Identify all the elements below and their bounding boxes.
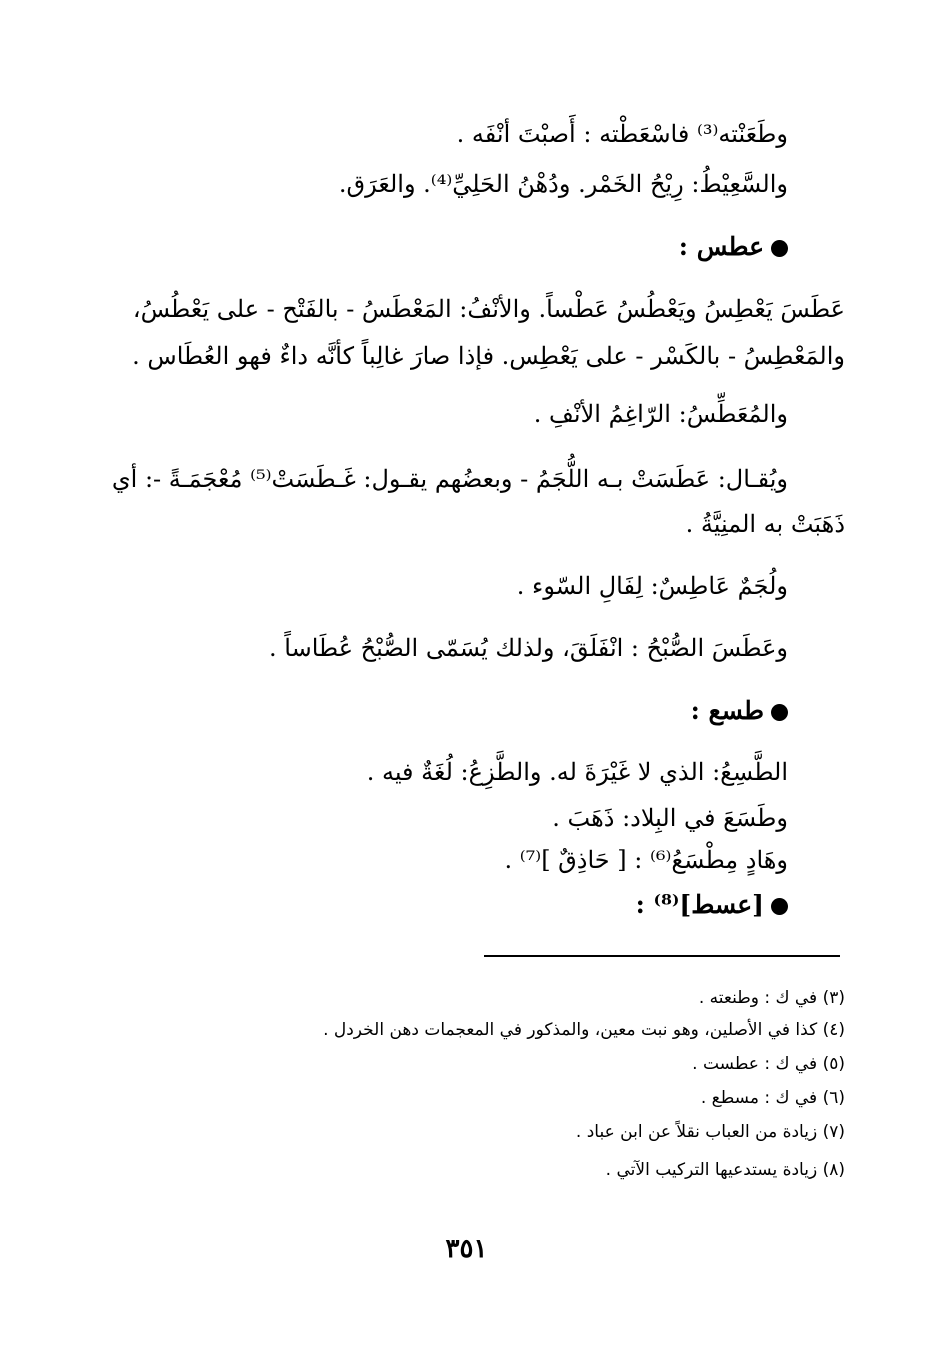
footnote-divider	[484, 955, 840, 957]
entry-line: ولُجَمٌ عَاطِسٌ: لِفَالِ السّوء .	[516, 572, 788, 600]
entry-line: والمُعَطِّسُ: الرّاغِمُ الأنْفِ .	[533, 400, 788, 428]
footnote: (٤) كذا في الأصلين، وهو نبت معين، والمذكور في المعجمات دهن الخردل .	[323, 1020, 845, 1040]
entry-line: الطَّسِعُ: الذي لا غَيْرَةَ له. والطَّزِعُ: لُغَةٌ فيه .	[366, 758, 788, 786]
entry-line: والسَّعِيْطُ: رِيْحُ الخَمْر. ودُهْنُ الحَلِيِّ⁽⁴⁾. والعَرَق.	[338, 170, 788, 198]
entry-line: وطَسَعَ في البِلاد: ذَهَبَ .	[552, 804, 788, 832]
bullet-icon	[771, 898, 788, 915]
entry-line: والمَعْطِسُ - بالكَسْر - على يَعْطِس. فإذا صارَ غالِباً كأنَّه داءٌ فهو العُطَاس .	[132, 342, 845, 370]
footnote: (٨) زيادة يستدعيها التركيب الآتي .	[605, 1160, 845, 1180]
entry-line: ذَهَبَتْ به المنِيَّةُ .	[685, 510, 845, 538]
root-heading-text: طسع :	[690, 696, 764, 725]
footnote: (٣) في ك : وطنعته .	[698, 988, 845, 1008]
entry-line: ويُقـال: عَطَسَتْ بـه اللُّجَمُ - وبعضُهم يقـول: غَـطَسَتْ⁽⁵⁾ مُعْجَمَـةً -: أي	[111, 465, 788, 493]
bullet-icon	[771, 704, 788, 721]
root-heading-text: [عسط]⁽⁸⁾ :	[635, 890, 764, 919]
root-heading	[636, 890, 788, 919]
entry-line: وطَعَنْته⁽³⁾ فاسْعَطْته : أَصبْتَ أنْفَه .	[456, 120, 788, 148]
root-heading	[691, 696, 788, 725]
bullet-icon	[771, 240, 788, 257]
entry-line: وعَطَسَ الصُّبْحُ : انْفَلَقَ، ولذلك يُسَمّى الصُّبْحُ عُطَاساً .	[269, 634, 788, 662]
page-number: ٣٥١	[445, 1234, 488, 1264]
footnote: (٦) في ك : مسطع .	[700, 1088, 845, 1108]
entry-line: وهَادٍ مِطْسَعُ⁽⁶⁾ : [ حَاذِقٌ ]⁽⁷⁾ .	[504, 846, 788, 874]
footnote: (٧) زيادة من العباب نقلاً عن ابن عباد .	[575, 1122, 845, 1142]
root-heading-text: عطس :	[678, 232, 764, 261]
root-heading	[679, 232, 788, 261]
entry-line: عَطَسَ يَعْطِسُ ويَعْطُسُ عَطْساً. والأنْفُ: المَعْطَسُ - بالفَتْح - على يَعْطُسُ،	[132, 295, 845, 323]
footnote: (٥) في ك : عطست .	[692, 1054, 845, 1074]
